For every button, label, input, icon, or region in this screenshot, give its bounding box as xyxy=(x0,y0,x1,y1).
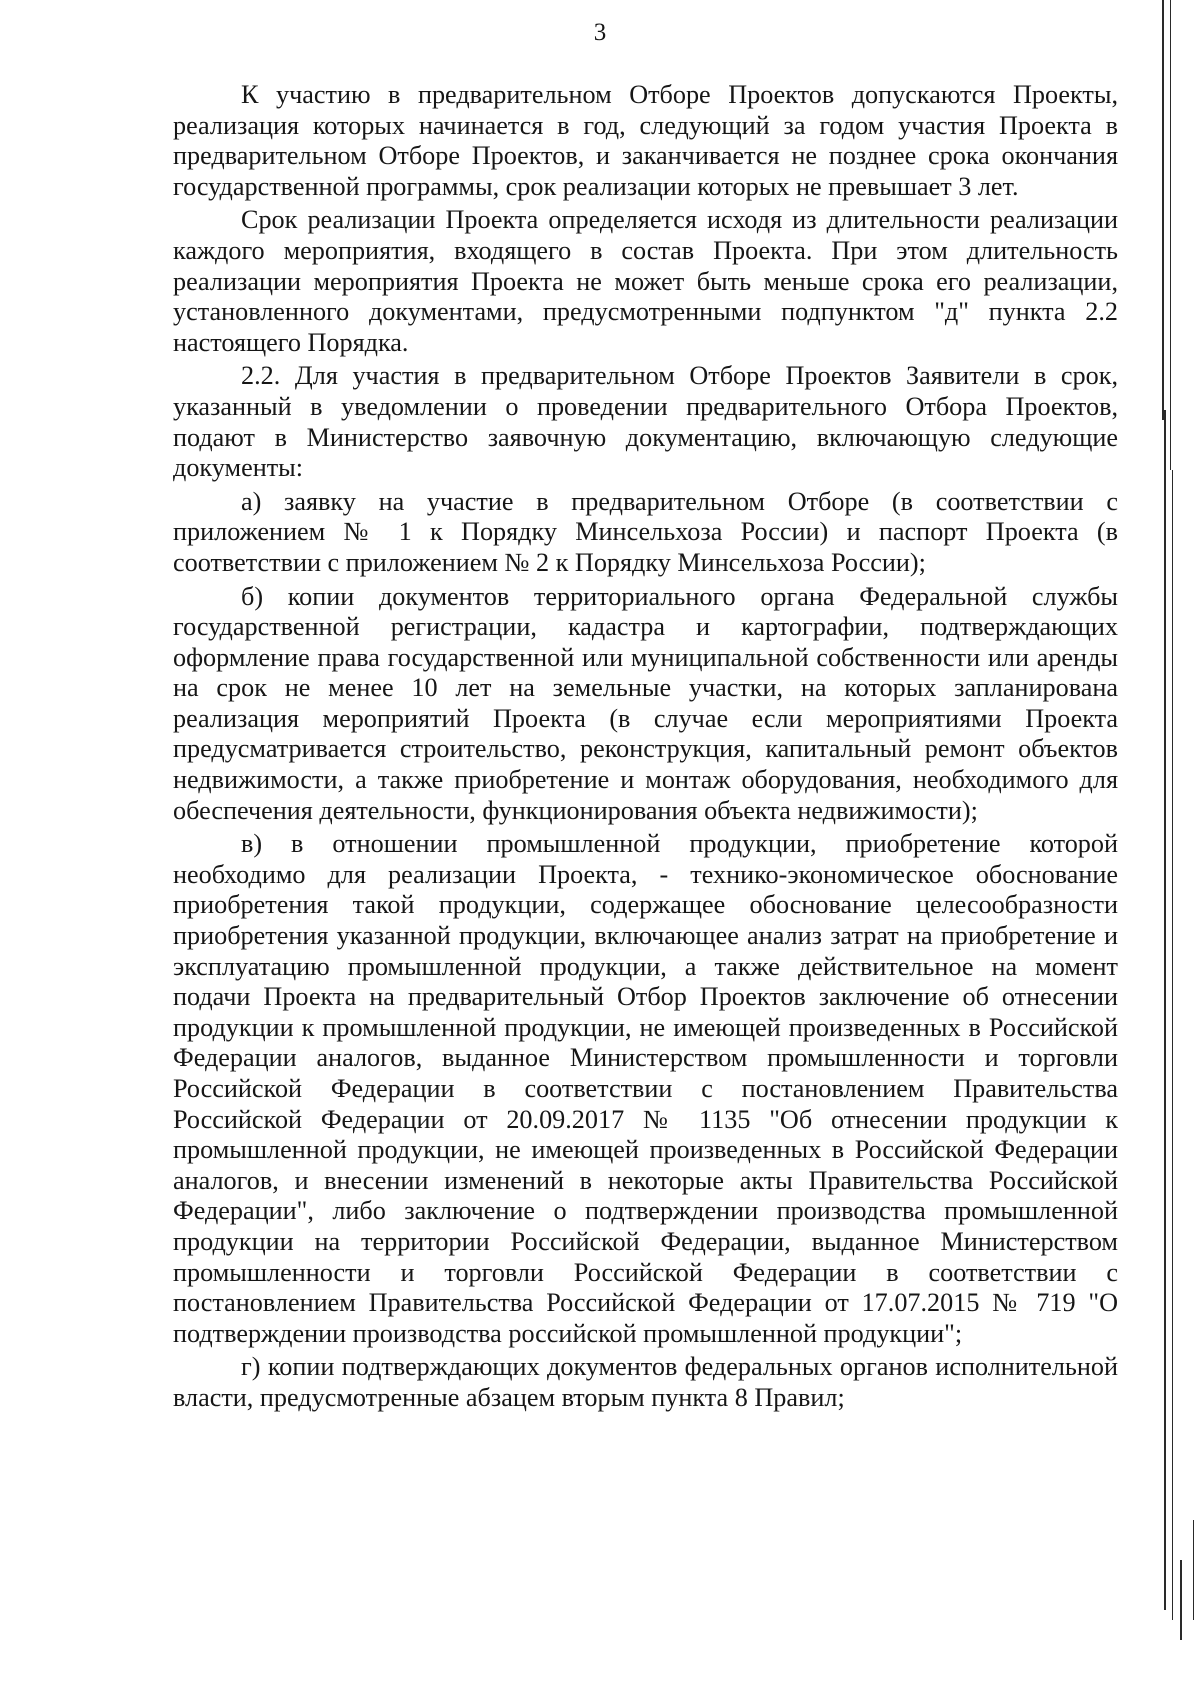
document-body xyxy=(173,80,1118,1417)
page-number: 3 xyxy=(593,19,607,46)
scan-edge-line xyxy=(1193,1520,1194,1620)
scan-edge-line xyxy=(1162,0,1164,420)
paragraph-item-v: в) в отношении промышленной продукции, приобретение которой необходимо для реализации Проекта, - технико-экономическое обоснование приобретения такой продукции, содержащее обоснование целесообразности приобретения указанной продукции, включающее анализ затрат на приобретение и эксплуатацию промышленной продукции, а также действительное на момент подачи Проекта на предварительный Отбор Проектов заключение об отнесении продукции к промышленной продукции, не имеющей произведенных в Российской Федерации аналогов, выданное Министерством промышленности и торговли Российской Федерации в соответствии с постановлением Правительства Российской Федерации от 20.09.2017 № 1135 "Об отнесении продукции к промышленной продукции, не имеющей произведенных в Российской Федерации аналогов, и внесении изменений в некоторые акты Правительства Российской Федерации", либо заключение о подтверждении производства промышленной продукции на территории Российской Федерации, выданное Министерством промышленности и торговли Российской Федерации в соответствии с постановлением Правительства Российской Федерации от 17.07.2015 № 719 "О подтверждении производства российской промышленной продукции"; xyxy=(173,829,1118,1348)
scan-edge-line xyxy=(1172,470,1173,1620)
paragraph-eligibility: К участию в предварительном Отборе Проектов допускаются Проекты, реализация которых начинается в год, следующий за годом участия Проекта в предварительном Отборе Проектов, и заканчивается не позднее срока окончания государственной программы, срок реализации которых не превышает 3 лет. xyxy=(173,80,1118,201)
scan-edge-line xyxy=(1180,1560,1182,1640)
paragraph-item-g: г) копии подтверждающих документов федеральных органов исполнительной власти, предусмотренные абзацем вторым пункта 8 Правил; xyxy=(173,1352,1118,1412)
paragraph-item-a: а) заявку на участие в предварительном Отборе (в соответствии с приложением № 1 к Порядку Минсельхоза России) и паспорт Проекта (в соответствии с приложением № 2 к Порядку Минсельхоза России); xyxy=(173,486,1118,577)
paragraph-project-term: Срок реализации Проекта определяется исходя из длительности реализации каждого мероприятия, входящего в состав Проекта. При этом длительность реализации мероприятия Проекта не может быть меньше срока его реализации, установленного документами, предусмотренными подпунктом "д" пункта 2.2 настоящего Порядка. xyxy=(173,205,1118,357)
scan-edge-line xyxy=(1170,0,1171,470)
scan-edge-line xyxy=(1164,410,1166,1610)
paragraph-section-2-2: 2.2. Для участия в предварительном Отборе Проектов Заявители в срок, указанный в уведомлении о проведении предварительного Отбора Проектов, подают в Министерство заявочную документацию, включающую следующие документы: xyxy=(173,361,1118,483)
paragraph-item-b: б) копии документов территориального органа Федеральной службы государственной регистрации, кадастра и картографии, подтверждающих оформление права государственной или муниципальной собственности или аренды на срок не менее 10 лет на земельные участки, на которых запланирована реализация мероприятий Проекта (в случае если мероприятиями Проекта предусматривается строительство, реконструкция, капитальный ремонт объектов недвижимости, а также приобретение и монтаж оборудования, необходимого для обеспечения деятельности, функционирования объекта недвижимости); xyxy=(173,581,1118,825)
